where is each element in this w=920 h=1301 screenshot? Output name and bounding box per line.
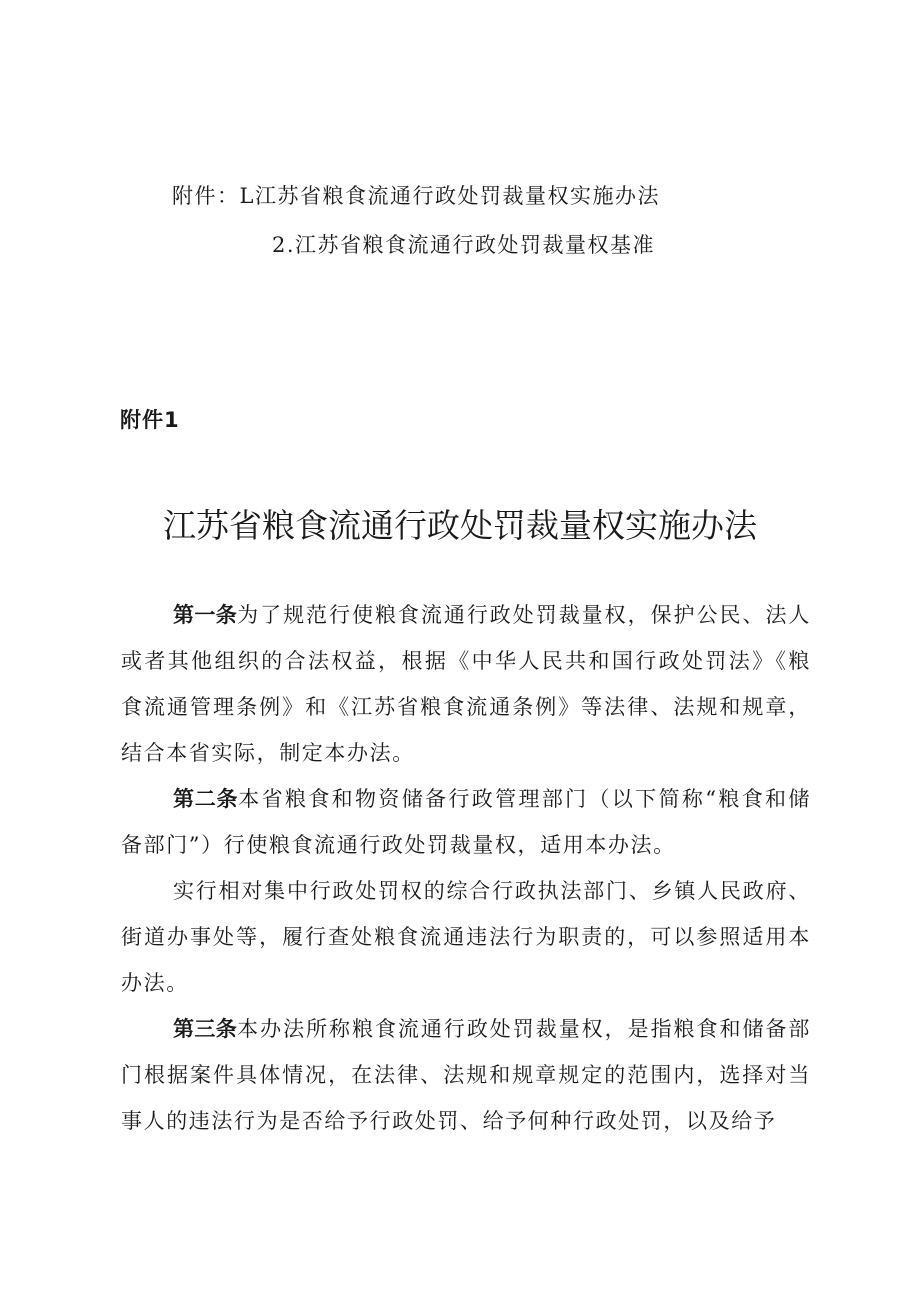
paragraph-article-1 bbox=[121, 592, 811, 776]
article-number: 第三条 bbox=[173, 1017, 238, 1041]
article-number: 第二条 bbox=[173, 787, 239, 811]
paragraph-text: 实行相对集中行政处罚权的综合行政执法部门、乡镇人民政府、街道办事处等，履行查处粮食流通违法行为职责的，可以参照适用本办法。 bbox=[121, 879, 811, 995]
paragraph-text: 本省粮食和物资储备行政管理部门（以下简称“粮食和储备部门”）行使粮食流通行政处罚裁量权，适用本办法。 bbox=[121, 787, 812, 857]
document-title: 江苏省粮食流通行政处罚裁量权实施办法 bbox=[163, 506, 757, 545]
attachment-list-item-1: 附件：L江苏省粮食流通行政处罚裁量权实施办法 bbox=[172, 184, 660, 208]
paragraph-text: 为了规范行使粮食流通行政处罚裁量权，保护公民、法人或者其他组织的合法权益，根据《中华人民共和国行政处罚法》《粮食流通管理条例》和《江苏省粮食流通条例》等法律、法规和规章，结合本省实际，制定本办法。 bbox=[121, 603, 812, 765]
paragraph-text: 本办法所称粮食流通行政处罚裁量权，是指粮食和储备部门根据案件具体情况，在法律、法规和规章规定的范围内，选择对当事人的违法行为是否给予行政处罚、给予何种行政处罚，以及给予 bbox=[121, 1017, 812, 1133]
paragraph-article-3 bbox=[121, 1006, 811, 1144]
paragraph-article-2 bbox=[121, 776, 811, 868]
document-body bbox=[121, 592, 811, 1144]
article-number: 第一条 bbox=[173, 603, 238, 627]
attachment-list-item-2: 2.江苏省粮食流通行政处罚裁量权基准 bbox=[272, 233, 656, 257]
paragraph-article-2-clause-2 bbox=[121, 868, 811, 1006]
attachment-label: 附件1 bbox=[120, 408, 180, 432]
